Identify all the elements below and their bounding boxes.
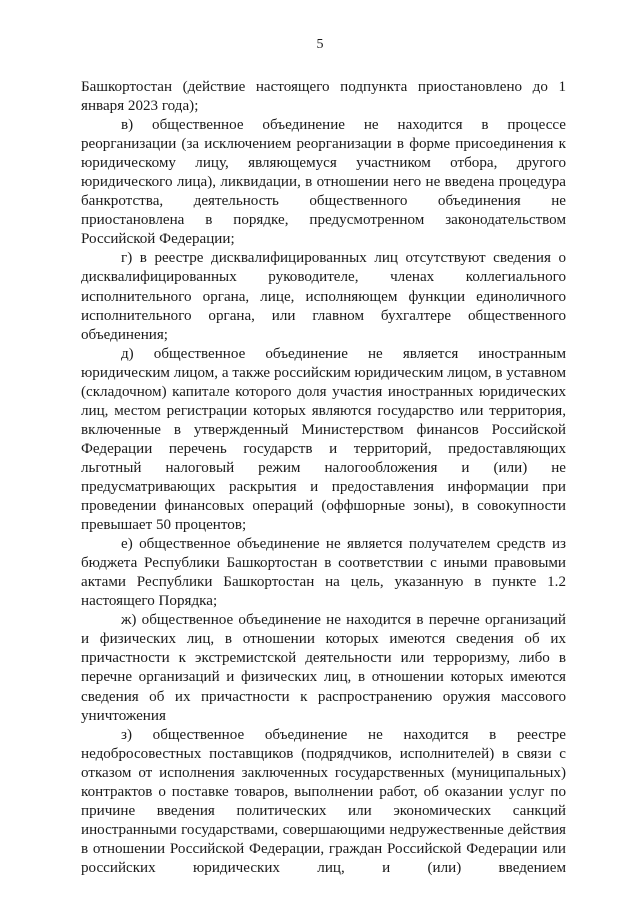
paragraph-item-e: е) общественное объединение не является получателем средств из бюджета Республики Башкортостан в соответствии с иными правовыми актами Республики Башкортостан на цель, указанную в пункте 1.2 настоящего Порядка; — [81, 536, 566, 610]
paragraph-item-d: д) общественное объединение не является иностранным юридическим лицом, а также российским юридическим лицом, в уставном (складочном) капитале которого доля участия иностранных юридических лиц, местом регистрации которых являются государство или территория, включенные в утвержденный Министерством финансов Российской Федерации перечень государств и территорий, предоставляющих льготный налоговый режим налогообложения и (или) не предусматривающих раскрытия и предоставления информации при проведении финансовых операций (оффшорные зоны), в совокупности превышает 50 процентов; — [81, 345, 566, 534]
paragraph-continuation: Башкортостан (действие настоящего подпункта приостановлено до 1 января 2023 года); — [81, 79, 566, 115]
paragraph-item-g: г) в реестре дисквалифицированных лиц отсутствуют сведения о дисквалифицированных руководителе, членах коллегиального исполнительного органа, лице, исполняющем функции единоличного исполнительного органа, или главном бухгалтере общественного объединения; — [81, 250, 566, 343]
paragraph-item-zh: ж) общественное объединение не находится в перечне организаций и физических лиц, в отношении которых имеются сведения об их причастности к экстремистской деятельности или терроризму, либо в перечне организаций и физических лиц, в отношении которых имеются сведения об их причастности к распространению оружия массового уничтожения — [81, 612, 566, 724]
page-number: 5 — [316, 37, 324, 52]
paragraph-item-v: в) общественное объединение не находится в процессе реорганизации (за исключением реорганизации в форме присоединения к юридическому лицу, являющемуся участником отбора, другого юридического лица), ликвидации, в отношении него не введена процедура банкротства, деятельность общественного объединения не приостановлена в порядке, предусмотренном законодательством Российской Федерации; — [81, 117, 566, 248]
paragraph-item-z: з) общественное объединение не находится в реестре недобросовестных поставщиков (подрядчиков, исполнителей) в связи с отказом от исполнения заключенных государственных (муниципальных) контрактов о поставке товаров, выполнении работ, об оказании услуг по причине введения политических или экономических санкций иностранными государствами, совершающими недружественные действия в отношении Российской Федерации, граждан Российской Федерации или российских юридических лиц, и (или) введением — [81, 726, 566, 876]
document-body — [81, 78, 566, 878]
